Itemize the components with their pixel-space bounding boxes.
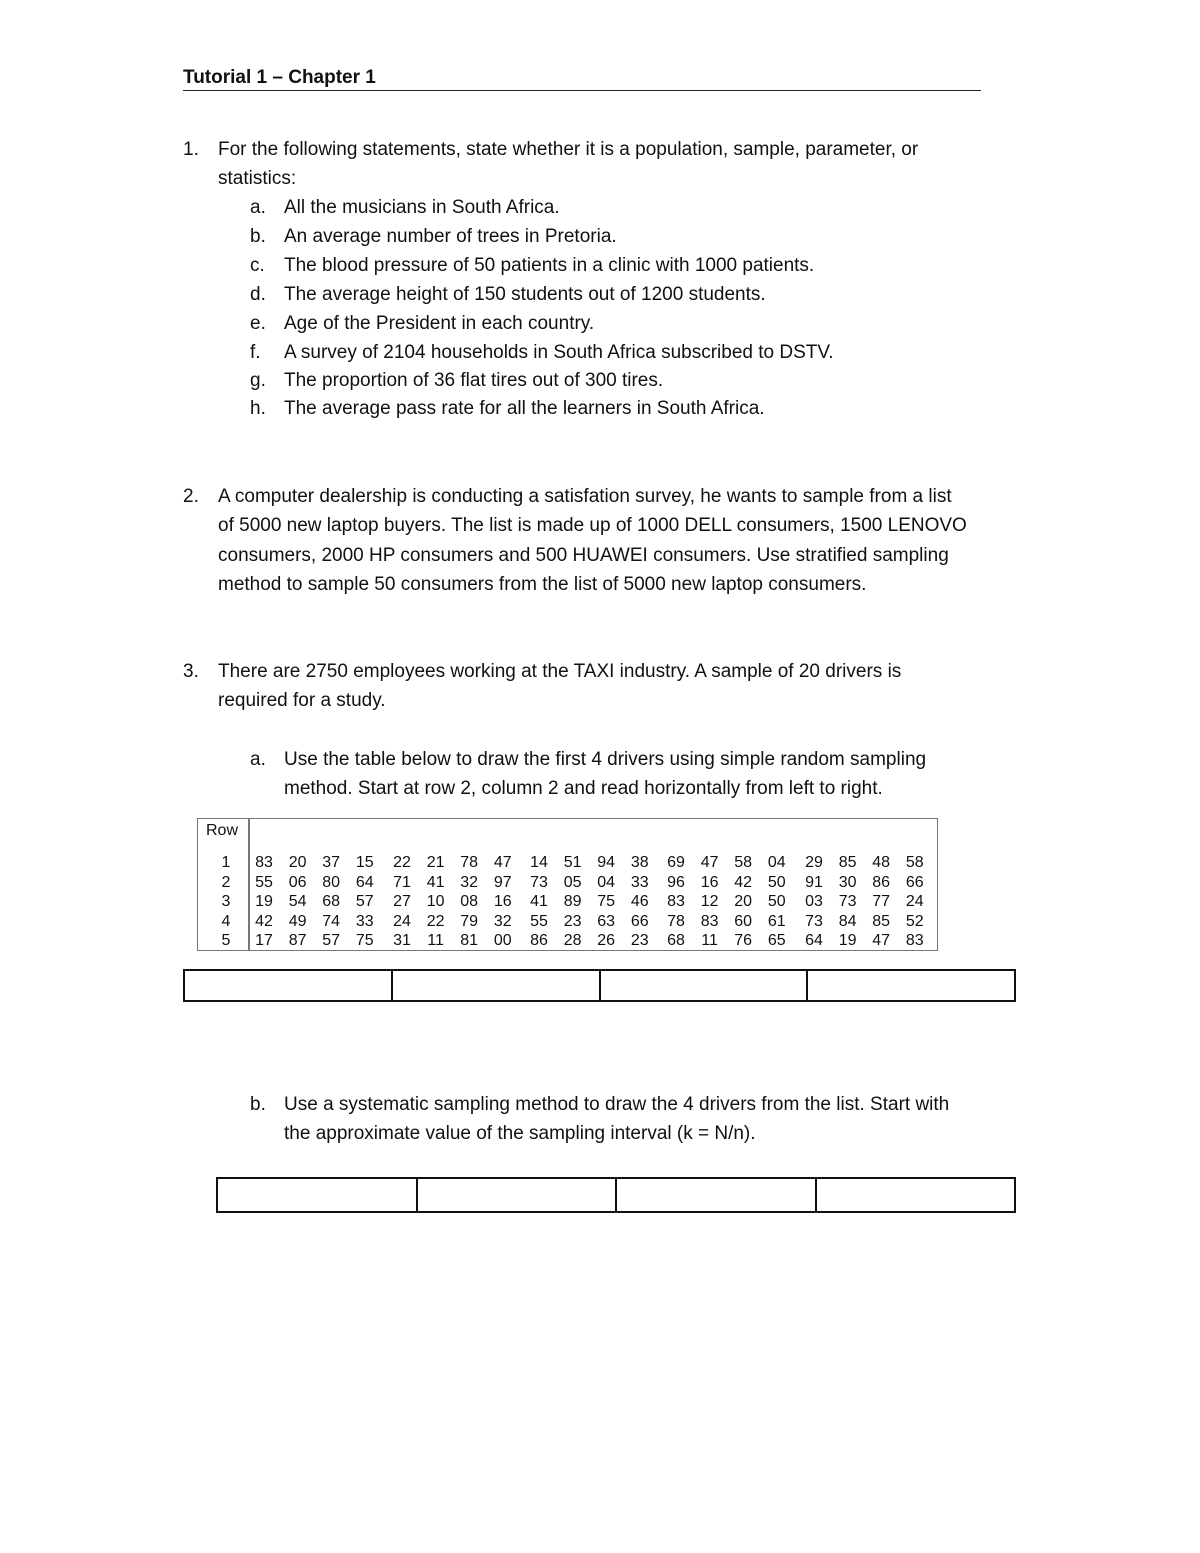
random-digit-cell: 24 [393,912,411,930]
random-digit-cell: 83 [905,932,924,950]
random-digit-cell: 16 [700,873,719,891]
random-digit-cell: 47 [700,854,719,871]
random-digit-cell: 73 [838,893,857,911]
random-digit-cell: 86 [530,932,548,950]
random-digit-cell: 69 [667,854,685,871]
random-digit-cell: 32 [493,912,512,930]
item-letter: g. [250,370,266,391]
random-digit-cell: 86 [872,873,891,891]
q1-item-f [250,338,834,367]
random-digit-cell: 75 [355,932,374,950]
random-digit-cell: 66 [905,873,924,891]
answer-cell[interactable] [807,970,1015,1001]
q1-item-d [250,280,766,309]
item-text [284,745,1050,803]
random-digit-cell: 32 [460,873,479,891]
answer-cell[interactable] [184,970,392,1001]
random-digit-cell: 47 [872,932,891,950]
item-line: method. Start at row 2, column 2 and read horizontally from left to right. [284,778,883,799]
random-digit-cell: 73 [805,912,823,930]
q1-item-e [250,309,594,338]
random-digit-cell: 57 [355,893,374,911]
random-digit-cell: 22 [426,912,445,930]
random-digit-cell: 14 [530,854,548,871]
random-number-table [197,818,938,951]
random-digit-cell: 91 [805,873,823,891]
random-digit-cell: 03 [805,893,823,911]
random-digit-cell: 78 [667,912,685,930]
item-letter: a. [250,197,266,218]
random-digit-cell: 23 [563,912,582,930]
q1-item-b [250,222,617,251]
random-digit-cell: 27 [393,893,411,911]
random-digit-cell: 37 [322,854,341,871]
answer-cell[interactable] [217,1178,417,1212]
random-digit-cell: 05 [563,873,582,891]
item-letter: c. [250,255,265,276]
random-digit-cell: 04 [767,854,786,871]
item-letter: h. [250,398,266,419]
item-line: Use a systematic sampling method to draw the 4 drivers from the list. Start with [284,1094,950,1115]
random-digit-cell: 87 [288,932,307,950]
random-digit-cell: 57 [322,932,341,950]
random-digit-cell: 21 [426,854,445,871]
random-digit-cell: 49 [288,912,307,930]
random-digit-cell: 10 [426,893,445,911]
item-text: The proportion of 36 flat tires out of 300 tires. [284,370,664,391]
random-digit-cell: 51 [563,854,582,871]
random-digit-cell: 83 [255,854,273,871]
question-line: statistics: [218,168,297,190]
random-digit-cell: 33 [355,912,374,930]
random-digit-cell: 78 [460,854,479,871]
question-line: A computer dealership is conducting a satisfation survey, he wants to sample from a list [218,486,952,507]
random-digit-cell: 58 [905,854,924,871]
question-2 [183,482,1043,599]
random-digit-cell: 26 [597,932,616,950]
answer-cell[interactable] [392,970,600,1001]
q1-item-a [250,193,560,222]
random-digit-cell: 00 [493,932,512,950]
random-digit-cell: 38 [630,854,649,871]
random-digit-cell: 64 [805,932,823,950]
question-3 [183,657,1013,716]
random-digit-cell: 61 [767,912,786,930]
item-text [284,1090,1050,1148]
random-digit-cell: 06 [288,873,307,891]
random-digit-cell: 42 [734,873,753,891]
question-line: required for a study. [218,690,386,712]
question-line: There are 2750 employees working at the TAXI industry. A sample of 20 drivers is [218,661,902,682]
item-letter: e. [250,313,266,334]
q3-part-a [250,745,1050,803]
random-digit-cell: 68 [322,893,341,911]
random-digit-cell: 75 [597,893,616,911]
random-digit-cell: 47 [493,854,512,871]
item-text: The blood pressure of 50 patients in a clinic with 1000 patients. [284,255,815,276]
random-digit-cell: 24 [905,893,924,911]
random-digit-cell: 08 [460,893,479,911]
random-digit-cell: 80 [322,873,341,891]
random-digit-cell: 54 [288,893,307,911]
answer-cell[interactable] [600,970,808,1001]
random-digit-cell: 85 [838,854,857,871]
item-letter: a. [250,749,266,770]
random-digit-cell: 28 [563,932,582,950]
q1-item-c [250,251,814,280]
question-text [218,482,1043,599]
q3-part-b [250,1090,1050,1148]
answer-cell[interactable] [816,1178,1016,1212]
random-digit-cell: 79 [460,912,479,930]
random-digit-cell: 81 [460,932,479,950]
random-digit-cell: 66 [630,912,649,930]
item-line: Use the table below to draw the first 4 drivers using simple random sampling [284,749,927,770]
random-digit-cell: 16 [493,893,512,911]
random-digit-cell: 17 [255,932,273,950]
answer-table-b [216,1177,1016,1213]
random-digit-cell: 94 [597,854,616,871]
random-digit-cell: 11 [701,932,718,950]
question-number: 2. [183,486,199,507]
random-digit-cell: 41 [530,893,548,911]
random-digit-cell: 48 [872,854,891,871]
random-digit-cell: 96 [667,873,685,891]
item-letter: b. [250,226,266,247]
item-text: The average height of 150 students out of 1200 students. [284,284,766,305]
random-digit-cell: 55 [255,873,273,891]
random-digit-cell: 20 [288,854,307,871]
question-number: 1. [183,139,199,160]
random-digit-cell: 20 [734,893,753,911]
table-divider [248,819,250,950]
row-label: 3 [221,893,231,911]
random-digit-cell: 89 [563,893,582,911]
question-text [218,135,1013,194]
question-text [218,657,1013,716]
row-label: 1 [221,854,231,871]
question-line: method to sample 50 consumers from the list of 5000 new laptop consumers. [218,573,867,595]
random-digit-cell: 55 [530,912,548,930]
item-text: A survey of 2104 households in South Africa subscribed to DSTV. [284,342,834,363]
random-digit-cell: 11 [427,932,444,950]
random-digit-cell: 31 [393,932,411,950]
item-text: An average number of trees in Pretoria. [284,226,617,247]
q1-item-g [250,366,663,395]
random-digit-cell: 77 [872,893,891,911]
page-title: Tutorial 1 – Chapter 1 [183,66,981,91]
random-digit-cell: 52 [905,912,924,930]
random-digit-cell: 60 [734,912,753,930]
random-digit-cell: 04 [597,873,616,891]
answer-table-a [183,969,1016,1002]
question-number: 3. [183,661,199,682]
random-digit-cell: 65 [767,932,786,950]
item-text: All the musicians in South Africa. [284,197,560,218]
random-digit-cell: 23 [630,932,649,950]
q1-item-h [250,394,765,423]
random-digit-cell: 50 [767,893,786,911]
random-digit-cell: 68 [667,932,685,950]
question-1 [183,135,1013,194]
random-digit-cell: 76 [734,932,753,950]
item-letter: f. [250,342,261,363]
row-label: 4 [221,912,231,930]
row-header: Row [206,822,239,839]
random-digit-cell: 19 [255,893,273,911]
random-digit-cell: 83 [667,893,685,911]
random-digit-cell: 33 [630,873,649,891]
random-digit-cell: 85 [872,912,891,930]
random-digit-cell: 73 [530,873,548,891]
random-digit-cell: 29 [805,854,823,871]
random-digit-cell: 74 [322,912,341,930]
random-digit-cell: 58 [734,854,753,871]
random-digit-cell: 12 [700,893,719,911]
random-digit-cell: 84 [838,912,857,930]
question-line: of 5000 new laptop buyers. The list is made up of 1000 DELL consumers, 1500 LENOVO [218,515,967,537]
question-line: For the following statements, state whether it is a population, sample, parameter, or [218,139,919,160]
random-digit-cell: 50 [767,873,786,891]
item-text: The average pass rate for all the learners in South Africa. [284,398,765,419]
random-digit-cell: 41 [426,873,445,891]
random-digit-cell: 71 [393,873,411,891]
random-digit-cell: 64 [355,873,374,891]
random-digit-cell: 83 [700,912,719,930]
item-letter: d. [250,284,266,305]
random-digit-cell: 97 [493,873,512,891]
random-digit-cell: 19 [838,932,857,950]
answer-cell[interactable] [616,1178,816,1212]
random-digit-cell: 46 [630,893,649,911]
item-text: Age of the President in each country. [284,313,595,334]
random-digit-cell: 63 [597,912,616,930]
answer-cell[interactable] [417,1178,617,1212]
random-digit-cell: 15 [355,854,374,871]
random-digit-cell: 42 [255,912,273,930]
random-digit-cell: 22 [393,854,411,871]
row-label: 5 [221,932,231,950]
question-line: consumers, 2000 HP consumers and 500 HUAWEI consumers. Use stratified sampling [218,544,949,566]
random-digit-cell: 30 [838,873,857,891]
item-line: the approximate value of the sampling interval (k = N/n). [284,1123,756,1144]
item-letter: b. [250,1094,266,1115]
row-label: 2 [221,873,231,891]
